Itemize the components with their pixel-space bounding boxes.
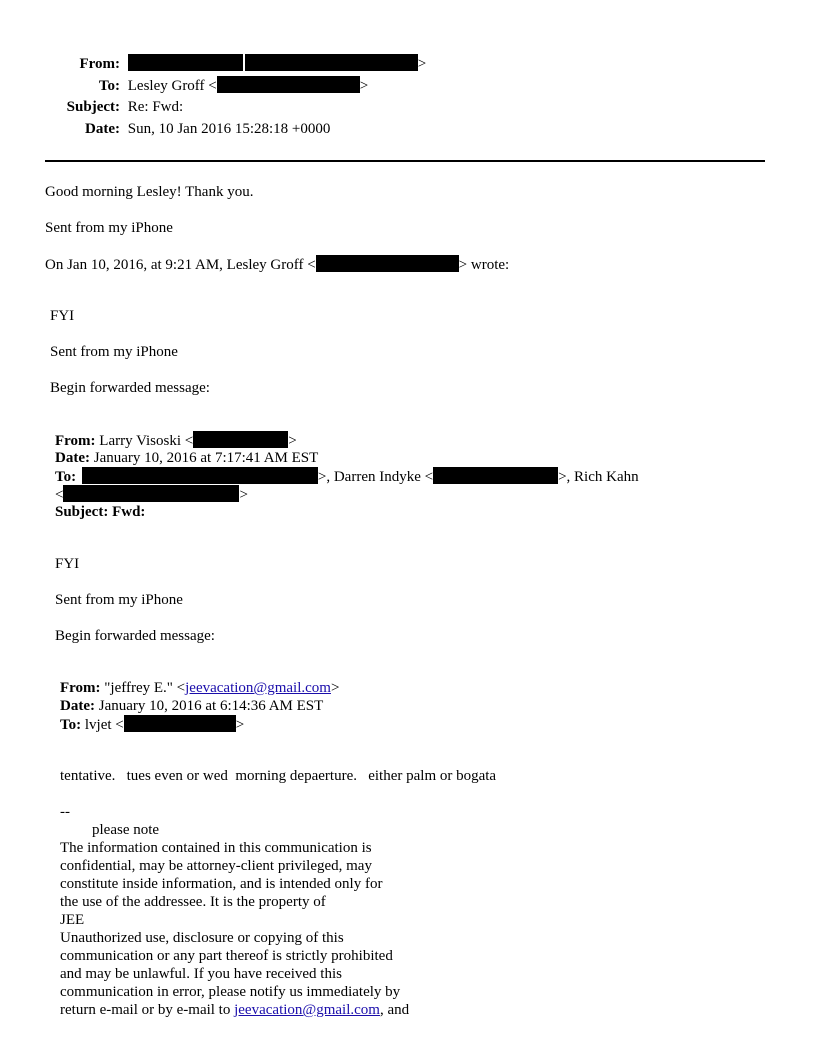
fwd3-to-row bbox=[60, 715, 244, 734]
signature-text: Sent from my iPhone bbox=[45, 220, 173, 236]
greeting-text: Good morning Lesley! Thank you. bbox=[45, 184, 254, 200]
angle-close: > bbox=[239, 487, 248, 503]
from-value: "jeffrey E." < bbox=[104, 680, 186, 696]
disclaimer-line: communication in error, please notify us immediately by bbox=[60, 984, 401, 1000]
fwd2-to-row-cont bbox=[55, 485, 248, 504]
fwd2-to-row bbox=[55, 467, 639, 486]
date-label: Date: bbox=[60, 698, 95, 714]
redacted-block bbox=[82, 467, 318, 484]
from-value: Larry Visoski < bbox=[99, 433, 194, 449]
quote-intro-prefix: On Jan 10, 2016, at 9:21 AM, Lesley Groff < bbox=[45, 257, 316, 273]
signature-text: Sent from my iPhone bbox=[55, 592, 183, 608]
date-label: Date: bbox=[55, 450, 90, 466]
fyi-text: FYI bbox=[55, 556, 80, 572]
from-label: From: bbox=[79, 56, 120, 72]
quote-intro bbox=[45, 255, 509, 274]
fwd3-date-row bbox=[60, 697, 323, 715]
fyi-text: FYI bbox=[50, 308, 75, 324]
fwd2-from-row bbox=[55, 431, 297, 450]
date-value: January 10, 2016 at 7:17:41 AM EST bbox=[93, 450, 319, 466]
angle-close: > bbox=[288, 433, 297, 449]
date-value: January 10, 2016 at 6:14:36 AM EST bbox=[98, 698, 324, 714]
header-divider bbox=[45, 160, 765, 162]
to-end: >, Rich Kahn bbox=[558, 469, 639, 485]
to-mid: >, Darren Indyke < bbox=[317, 469, 434, 485]
to-name: Lesley Groff < bbox=[127, 78, 217, 94]
from-label: From: bbox=[55, 433, 96, 449]
begin-forwarded: Begin forwarded message: bbox=[50, 380, 210, 396]
fwd3-from-row bbox=[60, 679, 339, 697]
fwd2-date-row bbox=[55, 449, 318, 467]
disclaimer-line: communication or any part thereof is strictly prohibited bbox=[60, 948, 393, 964]
begin-forwarded: Begin forwarded message: bbox=[55, 628, 215, 644]
fwd2-subject-row: Subject: Fwd: bbox=[55, 504, 146, 520]
header-date-row bbox=[0, 120, 330, 138]
email-link[interactable]: jeevacation@gmail.com bbox=[185, 680, 331, 696]
redacted-block bbox=[316, 255, 459, 272]
header-to-row bbox=[0, 76, 368, 95]
redacted-block bbox=[217, 76, 360, 93]
disclaimer-line: constitute inside information, and is intended only for bbox=[60, 876, 383, 892]
last-line-prefix: return e-mail or by e-mail to bbox=[60, 1002, 235, 1018]
angle-close: > bbox=[330, 680, 340, 696]
disclaimer-last-line bbox=[60, 1001, 409, 1019]
to-label: To: bbox=[55, 469, 77, 485]
redacted-block bbox=[245, 54, 418, 71]
redacted-block bbox=[193, 431, 288, 448]
from-label: From: bbox=[60, 680, 101, 696]
angle-close: > bbox=[235, 717, 245, 733]
please-note: please note bbox=[92, 822, 160, 838]
quote-intro-suffix: > wrote: bbox=[458, 257, 510, 273]
redacted-block bbox=[433, 467, 558, 484]
to-label: To: bbox=[98, 78, 120, 94]
last-line-suffix: , and bbox=[379, 1002, 410, 1018]
date-value: Sun, 10 Jan 2016 15:28:18 +0000 bbox=[127, 121, 331, 137]
disclaimer-line: Unauthorized use, disclosure or copying of this bbox=[60, 930, 344, 946]
date-label: Date: bbox=[85, 121, 120, 137]
signature-text: Sent from my iPhone bbox=[50, 344, 178, 360]
signature-dash: -- bbox=[60, 804, 70, 820]
disclaimer-line: confidential, may be attorney-client privileged, may bbox=[60, 858, 372, 874]
email-link[interactable]: jeevacation@gmail.com bbox=[234, 1002, 380, 1018]
redacted-block bbox=[63, 485, 239, 502]
disclaimer-line: and may be unlawful. If you have received this bbox=[60, 966, 342, 982]
angle-close: > bbox=[417, 56, 427, 72]
subject-value: Re: Fwd: bbox=[127, 99, 184, 115]
disclaimer-line: the use of the addressee. It is the property of bbox=[60, 894, 326, 910]
angle-close: > bbox=[359, 78, 369, 94]
header-from-row bbox=[0, 54, 426, 73]
to-value: lvjet < bbox=[84, 717, 124, 733]
redacted-block bbox=[124, 715, 236, 732]
angle-open: < bbox=[55, 487, 64, 503]
header-subject-row bbox=[0, 98, 183, 116]
disclaimer-line: The information contained in this communication is bbox=[60, 840, 372, 856]
subject-label: Subject: bbox=[66, 99, 120, 115]
to-label: To: bbox=[60, 717, 82, 733]
disclaimer-line: JEE bbox=[60, 912, 85, 928]
message-text: tentative. tues even or wed morning depaerture. either palm or bogata bbox=[60, 768, 497, 784]
redacted-block bbox=[128, 54, 243, 71]
